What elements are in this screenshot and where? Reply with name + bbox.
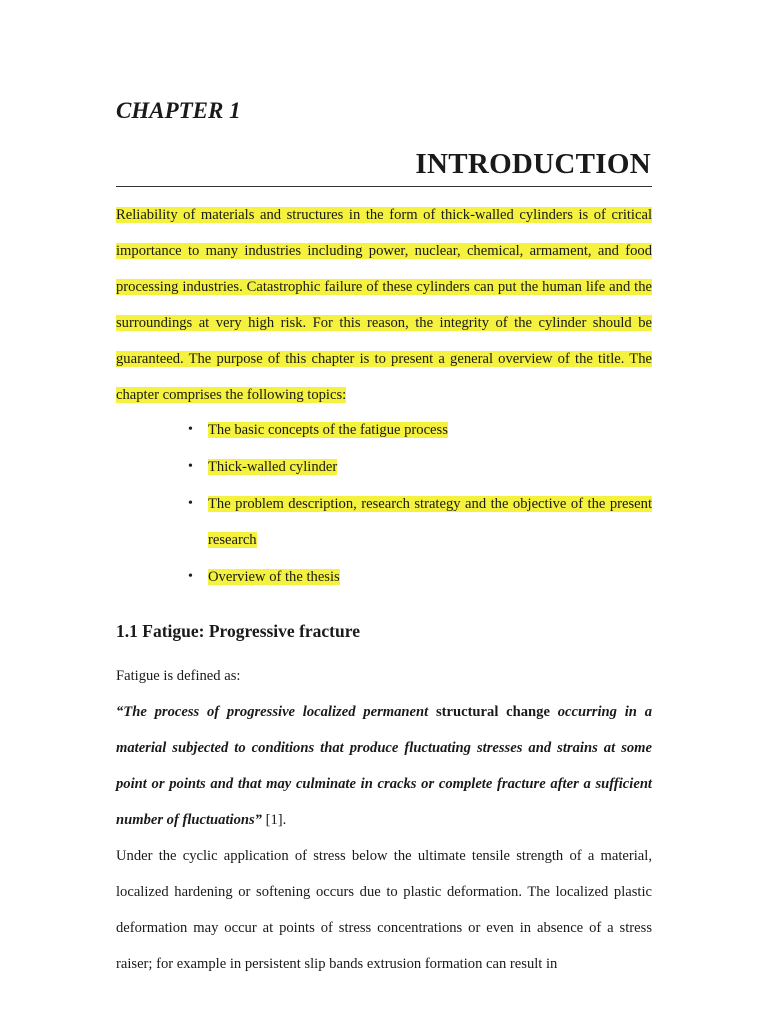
topic-list [116, 412, 652, 596]
intro-paragraph-text: Reliability of materials and structures in the form of thick-walled cylinders is of critical importance to many industries including power, nuclear, chemical, armament, and food processing industries. Catastrophic failure of these cylinders can put the human life and the surroundings at very high risk. For this reason, the integrity of the cylinder should be guaranteed. The purpose of this chapter is to present a general overview of the title. The chapter comprises the following topics: [116, 207, 652, 403]
definition-intro: Fatigue is defined as: [116, 668, 241, 684]
quote-text-end: occurring in a material subjected to conditions that produce fluctuating stresses and strains at some point or points and that may culminate in cracks or complete fracture after a sufficient number of fluctuations” [116, 704, 652, 828]
topic-text: The basic concepts of the fatigue process [208, 422, 448, 438]
topic-text: The problem description, research strategy and the objective of the present research [208, 496, 652, 548]
section-heading: 1.1 Fatigue: Progressive fracture [116, 621, 360, 641]
quote-text-start: “The process of progressive localized permanent [116, 704, 436, 720]
topic-text: Overview of the thesis [208, 569, 340, 585]
bullet-icon: • [188, 459, 193, 474]
bullet-icon: • [188, 569, 193, 584]
list-item [116, 449, 652, 485]
fatigue-definition-quote [116, 694, 652, 838]
intro-paragraph [116, 197, 652, 413]
list-item [116, 486, 652, 558]
list-item [116, 559, 652, 595]
chapter-label: CHAPTER 1 [116, 98, 241, 123]
title-divider [116, 186, 652, 187]
quote-emphasis: structural change [435, 704, 550, 720]
topic-text: Thick-walled cylinder [208, 459, 338, 475]
citation-reference: [1]. [261, 812, 287, 828]
list-item [116, 412, 652, 448]
bullet-icon: • [188, 496, 193, 511]
body-paragraph: Under the cyclic application of stress below the ultimate tensile strength of a material, localized hardening or softening occurs due to plastic deformation. The localized plastic deformation may occur at points of stress concentrations or even in absence of a stress raiser; for example in persistent slip bands extrusion formation can result in [116, 848, 652, 972]
chapter-title: INTRODUCTION [415, 148, 651, 180]
bullet-icon: • [188, 422, 193, 437]
